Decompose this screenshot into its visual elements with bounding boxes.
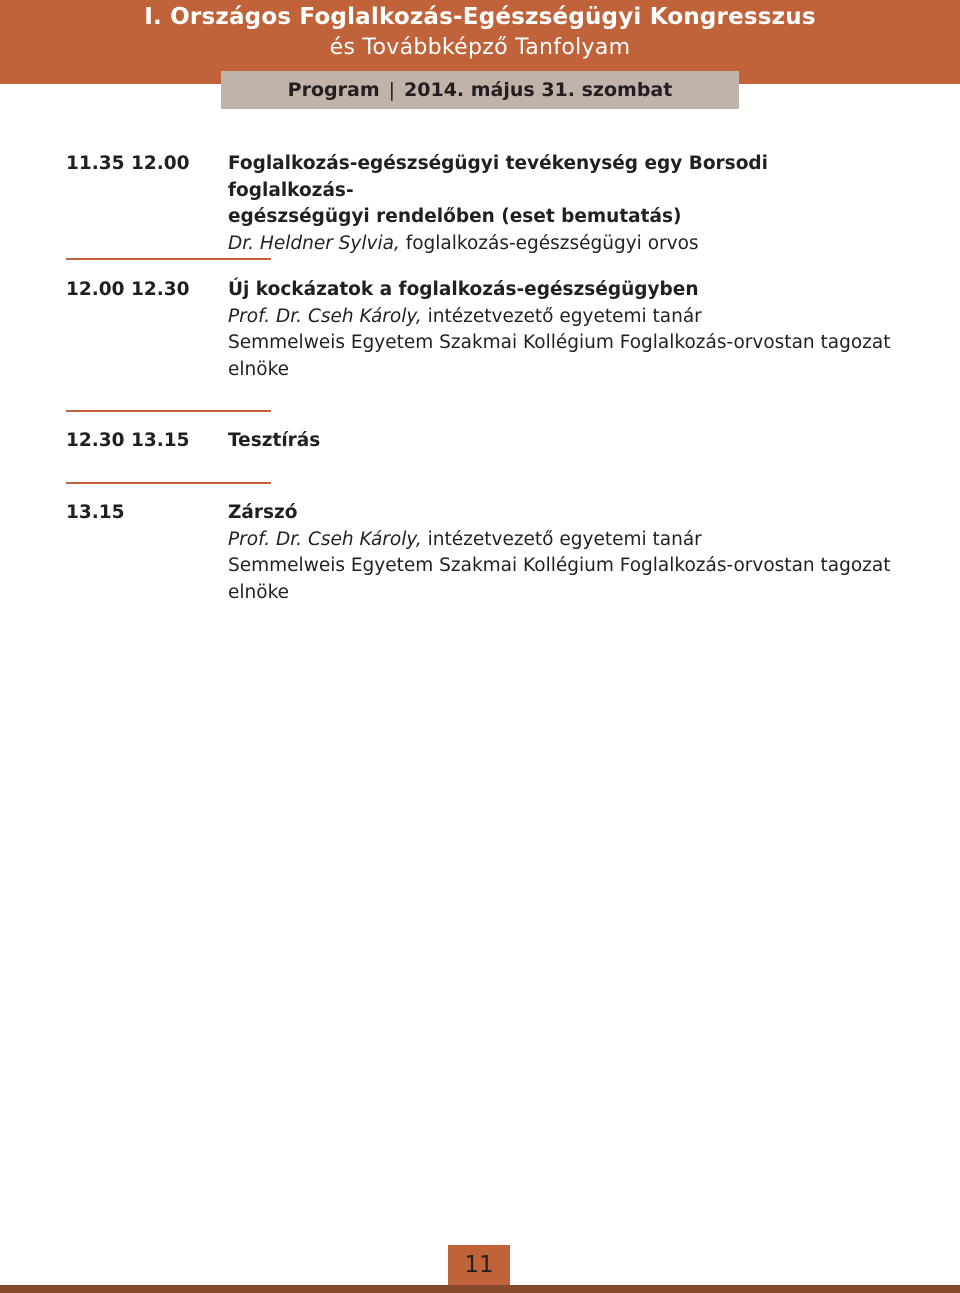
- entry-time: 12.00 12.30: [66, 279, 190, 300]
- speaker-affiliation-line: elnöke: [228, 358, 290, 380]
- entry-time: 13.15: [66, 502, 125, 523]
- entry-speaker-line: [228, 304, 898, 331]
- speaker-affiliation-line: Semmelweis Egyetem Szakmai Kollégium Foglalkozás-orvostan tagozat: [228, 555, 891, 576]
- speaker-role: intézetvezető egyetemi tanár: [421, 528, 702, 550]
- speaker-role: foglalkozás-egészségügyi orvos: [399, 232, 699, 254]
- entry-title-line: Tesztírás: [228, 430, 321, 451]
- entry-content: [228, 151, 898, 257]
- entry-title-line: Foglalkozás-egészségügyi tevékenység egy Borsodi foglalkozás-: [228, 153, 768, 201]
- congress-title: I. Országos Foglalkozás-Egészségügyi Kongresszus: [144, 4, 816, 30]
- entry-divider: [66, 410, 271, 412]
- entry-speaker-line: [228, 231, 898, 258]
- speaker-name: Prof. Dr. Cseh Károly,: [228, 528, 422, 550]
- program-date: 2014. május 31. szombat: [404, 79, 673, 101]
- entry-content: [228, 277, 898, 383]
- speaker-name: Prof. Dr. Cseh Károly,: [228, 305, 422, 327]
- program-separator: |: [388, 79, 396, 101]
- program-date-bar: [221, 71, 739, 109]
- entry-speaker-line: [228, 527, 898, 554]
- program-label: Program: [287, 79, 380, 101]
- entry-title-line: Zárszó: [228, 502, 298, 523]
- entry-divider: [66, 482, 271, 484]
- speaker-name: Dr. Heldner Sylvia,: [228, 232, 400, 254]
- speaker-role: intézetvezető egyetemi tanár: [421, 305, 702, 327]
- entry-title-line: Új kockázatok a foglalkozás-egészségügyben: [228, 279, 699, 300]
- entry-time: 12.30 13.15: [66, 430, 190, 451]
- entry-content: [228, 500, 898, 606]
- entry-content: [228, 428, 898, 455]
- page-number: 11: [448, 1245, 510, 1285]
- speaker-affiliation-line: elnöke: [228, 581, 290, 603]
- entry-time: 11.35 12.00: [66, 153, 190, 174]
- entry-title-line: egészségügyi rendelőben (eset bemutatás): [228, 206, 682, 227]
- entry-divider: [66, 258, 271, 260]
- speaker-affiliation-line: Semmelweis Egyetem Szakmai Kollégium Foglalkozás-orvostan tagozat: [228, 332, 891, 353]
- footer-band: [0, 1285, 960, 1293]
- congress-subtitle: és Továbbképző Tanfolyam: [329, 35, 631, 60]
